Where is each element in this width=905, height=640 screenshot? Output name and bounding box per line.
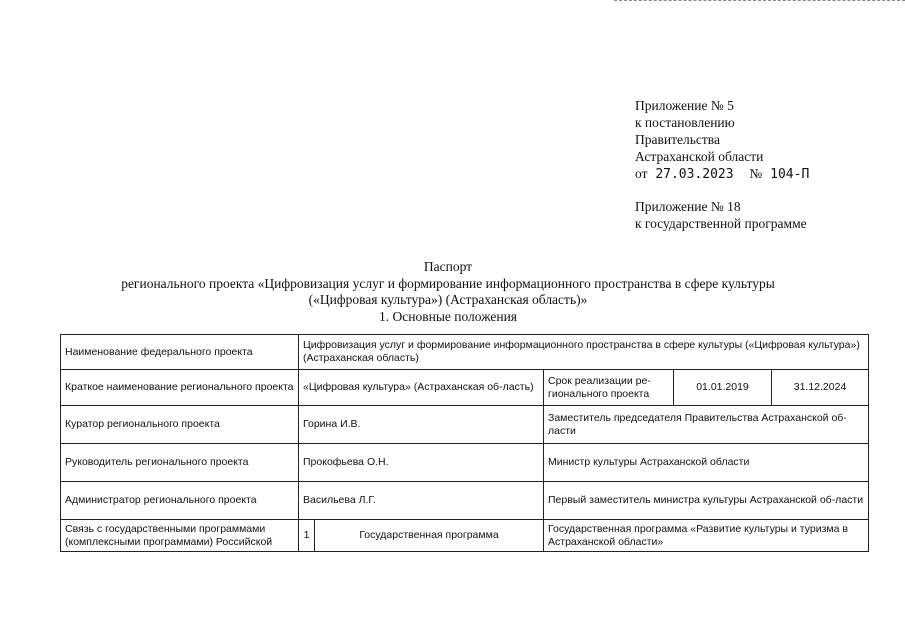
table-row xyxy=(61,335,869,370)
term-label: Срок реализации ре-гионального проекта xyxy=(544,370,674,406)
appendix-number: Приложение № 5 xyxy=(635,98,734,113)
resolution-date: 27.03.2023 xyxy=(655,167,734,182)
date-prefix: от xyxy=(635,166,648,181)
term-start: 01.01.2019 xyxy=(674,370,772,406)
top-edge-rule xyxy=(614,0,905,1)
project-name-line2: («Цифровая культура») (Астраханская область)» xyxy=(308,292,588,307)
head-name: Прокофьева О.Н. xyxy=(299,444,544,482)
project-name-line1: регионального проекта «Цифровизация услуг и формирование информационного пространства в сфере культуры xyxy=(121,275,775,291)
passport-title: Паспорт xyxy=(423,259,473,274)
federal-project-label: Наименование федерального проекта xyxy=(61,335,299,370)
head-label: Руководитель регионального проекта xyxy=(61,444,299,482)
program-appendix-number: Приложение № 18 xyxy=(635,199,741,214)
federal-project-value: Цифровизация услуг и формирование информационного пространства в сфере культуры («Цифровая культура») (Астраханская область) xyxy=(299,335,869,370)
admin-name: Васильева Л.Г. xyxy=(299,482,544,520)
admin-label: Администратор регионального проекта xyxy=(61,482,299,520)
short-name-label: Краткое наименование регионального проекта xyxy=(61,370,299,406)
number-prefix: № xyxy=(749,166,763,181)
passport-title-block xyxy=(60,259,836,325)
appendix-header xyxy=(635,97,809,183)
resolution-number: 104-П xyxy=(770,167,810,182)
appendix-date-line xyxy=(635,165,809,183)
appendix-government-line: Правительства xyxy=(635,132,720,147)
appendix-region-line: Астраханской области xyxy=(635,149,764,164)
term-end: 31.12.2024 xyxy=(772,370,869,406)
table-row xyxy=(61,520,869,552)
short-name-value: «Цифровая культура» (Астраханская об-ласть) xyxy=(299,370,544,406)
program-links-number: 1 xyxy=(299,520,315,552)
section-heading: 1. Основные положения xyxy=(379,308,517,324)
head-position: Министр культуры Астраханской области xyxy=(544,444,869,482)
program-links-type: Государственная программа xyxy=(315,520,544,552)
table-row xyxy=(61,444,869,482)
appendix-resolution-line: к постановлению xyxy=(635,115,735,130)
program-links-value: Государственная программа «Развитие культуры и туризма в Астраханской области» xyxy=(544,520,869,552)
admin-position: Первый заместитель министра культуры Астраханской об-ласти xyxy=(544,482,869,520)
curator-name: Горина И.В. xyxy=(299,406,544,444)
curator-label: Куратор регионального проекта xyxy=(61,406,299,444)
program-links-label: Связь с государственными программами (комплексными программами) Российской xyxy=(61,520,299,552)
table-row xyxy=(61,482,869,520)
table-row xyxy=(61,370,869,406)
passport-table xyxy=(60,334,869,552)
table-row xyxy=(61,406,869,444)
program-appendix-ref: к государственной программе xyxy=(635,216,807,231)
program-appendix-header xyxy=(635,198,807,232)
curator-position: Заместитель председателя Правительства Астраханской об-ласти xyxy=(544,406,869,444)
